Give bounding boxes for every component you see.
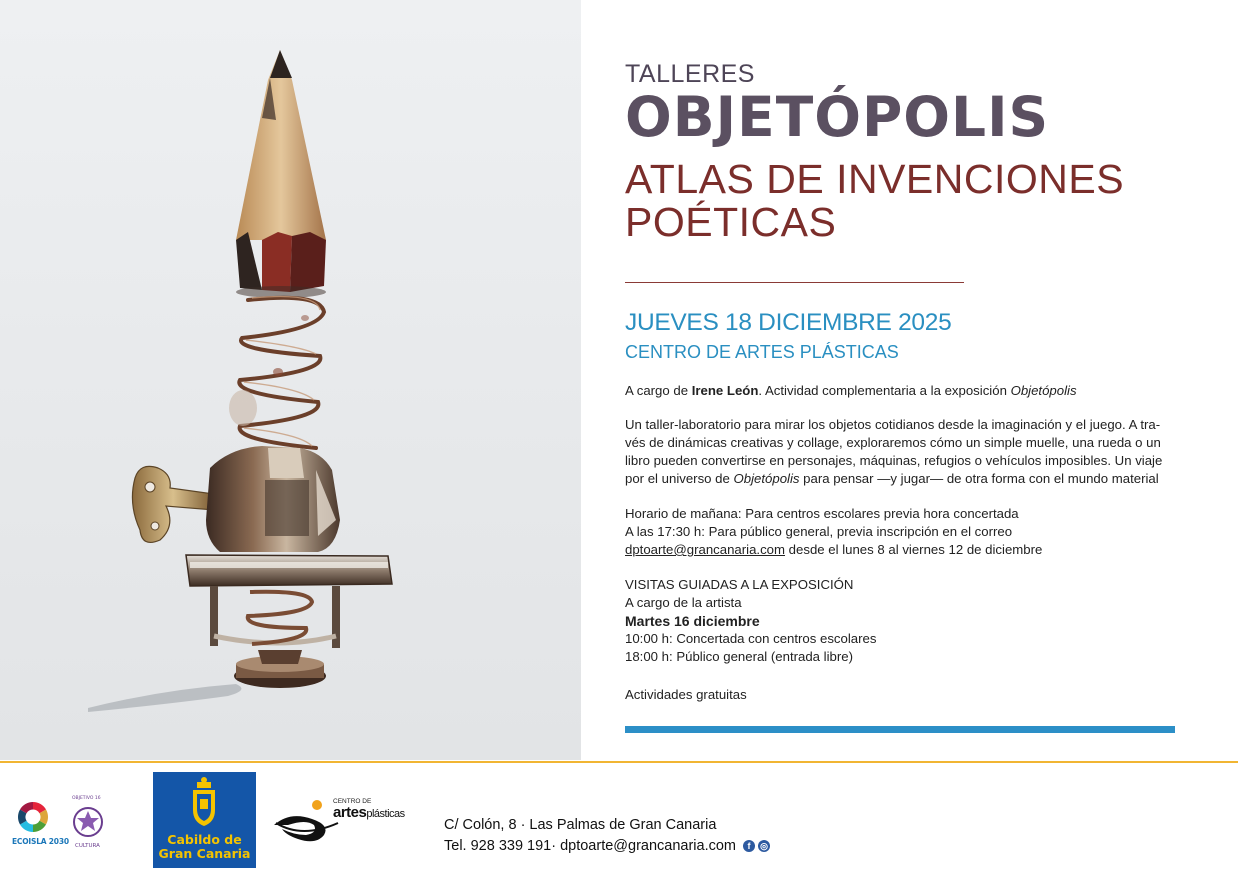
guided-visits (625, 576, 876, 666)
schedule-morning: Horario de mañana: Para centros escolares previa hora concertada (625, 506, 1019, 521)
schedule-registration (625, 541, 1042, 559)
cap-logo-text (333, 804, 405, 821)
schedule-afternoon: A las 17:30 h: Para público general, previa inscripción en el correo (625, 524, 1013, 539)
artist-name: Irene León (691, 383, 759, 398)
workshop-description (625, 416, 1180, 488)
description-text: para pensar —y jugar— de otra forma con el mundo material (799, 471, 1159, 486)
visits-heading: VISITAS GUIADAS A LA EXPOSICIÓN (625, 577, 854, 592)
description-line: libro pueden convertirse en personajes, máquinas, refugios o vehículos imposibles. Un viaje (625, 453, 1163, 468)
registration-email-link[interactable]: dptoarte@grancanaria.com (625, 542, 786, 557)
cap-logo-bold: artes (333, 804, 367, 821)
visits-slot: 10:00 h: Concertada con centros escolares (625, 631, 877, 646)
ods-culture-label: CULTURA (75, 843, 100, 849)
facebook-icon[interactable]: f (743, 840, 755, 852)
subtitle-line-2: POÉTICAS (625, 199, 837, 245)
footer (0, 763, 1238, 875)
description-line: Un taller-laboratorio para mirar los objetos cotidianos desde la imaginación y el juego. A tra- (625, 417, 1161, 432)
registration-dates: desde el lunes 8 al viernes 12 de diciembre (785, 542, 1043, 557)
coat-of-arms-icon (153, 772, 256, 832)
title-divider (625, 282, 964, 283)
visits-by: A cargo de la artista (625, 595, 742, 610)
wind-up-key (132, 466, 214, 542)
free-activities-note: Actividades gratuitas (625, 687, 747, 702)
event-date: JUEVES 18 DICIEMBRE 2025 (625, 309, 952, 336)
subtitle-line-1: ATLAS DE INVENCIONES (625, 156, 1125, 202)
credit-middle: . Actividad complementaria a la exposición (758, 383, 1011, 398)
ods-objective-label: OBJETIVO 16 (72, 796, 101, 801)
page-title: OBJETÓPOLIS (625, 85, 1050, 149)
cabildo-name: Cabildo de Gran Canaria (158, 832, 251, 861)
exhibition-name: Objetópolis (1010, 383, 1077, 398)
pencil-spring-machine-painting (0, 0, 581, 760)
ecoisla-label: ECOISLA 2030 (12, 837, 69, 846)
description-text: por el universo de (625, 471, 734, 486)
description-exhibition: Objetópolis (733, 471, 800, 486)
visits-day: Martes 16 diciembre (625, 613, 760, 629)
workshop-schedule (625, 505, 1042, 559)
footer-address: C/ Colón, 8 · Las Palmas de Gran Canaria (444, 817, 717, 833)
footer-contact-text[interactable]: Tel. 928 339 191· dptoarte@grancanaria.com (444, 838, 737, 854)
credit-prefix: A cargo de (625, 383, 692, 398)
accent-bar (625, 726, 1175, 733)
credit-line (625, 382, 1077, 400)
description-line (625, 470, 1180, 488)
cap-logo-small-text: CENTRO DE (333, 798, 372, 805)
description-line: vés de dinámicas creativas y collage, exploraremos cómo un simple muelle, una rueda o un (625, 435, 1161, 450)
cabildo-logo (153, 772, 256, 868)
ecoisla-logo (12, 797, 54, 859)
page-subtitle (625, 158, 1124, 244)
footer-contact (444, 838, 770, 854)
cap-logo-light: plásticas (366, 808, 405, 820)
event-venue: CENTRO DE ARTES PLÁSTICAS (625, 342, 899, 362)
visits-slot: 18:00 h: Público general (entrada libre) (625, 649, 853, 664)
artwork-illustration (0, 0, 581, 760)
instagram-icon[interactable]: ◎ (758, 840, 770, 852)
workshop-kicker: TALLERES (625, 60, 755, 88)
